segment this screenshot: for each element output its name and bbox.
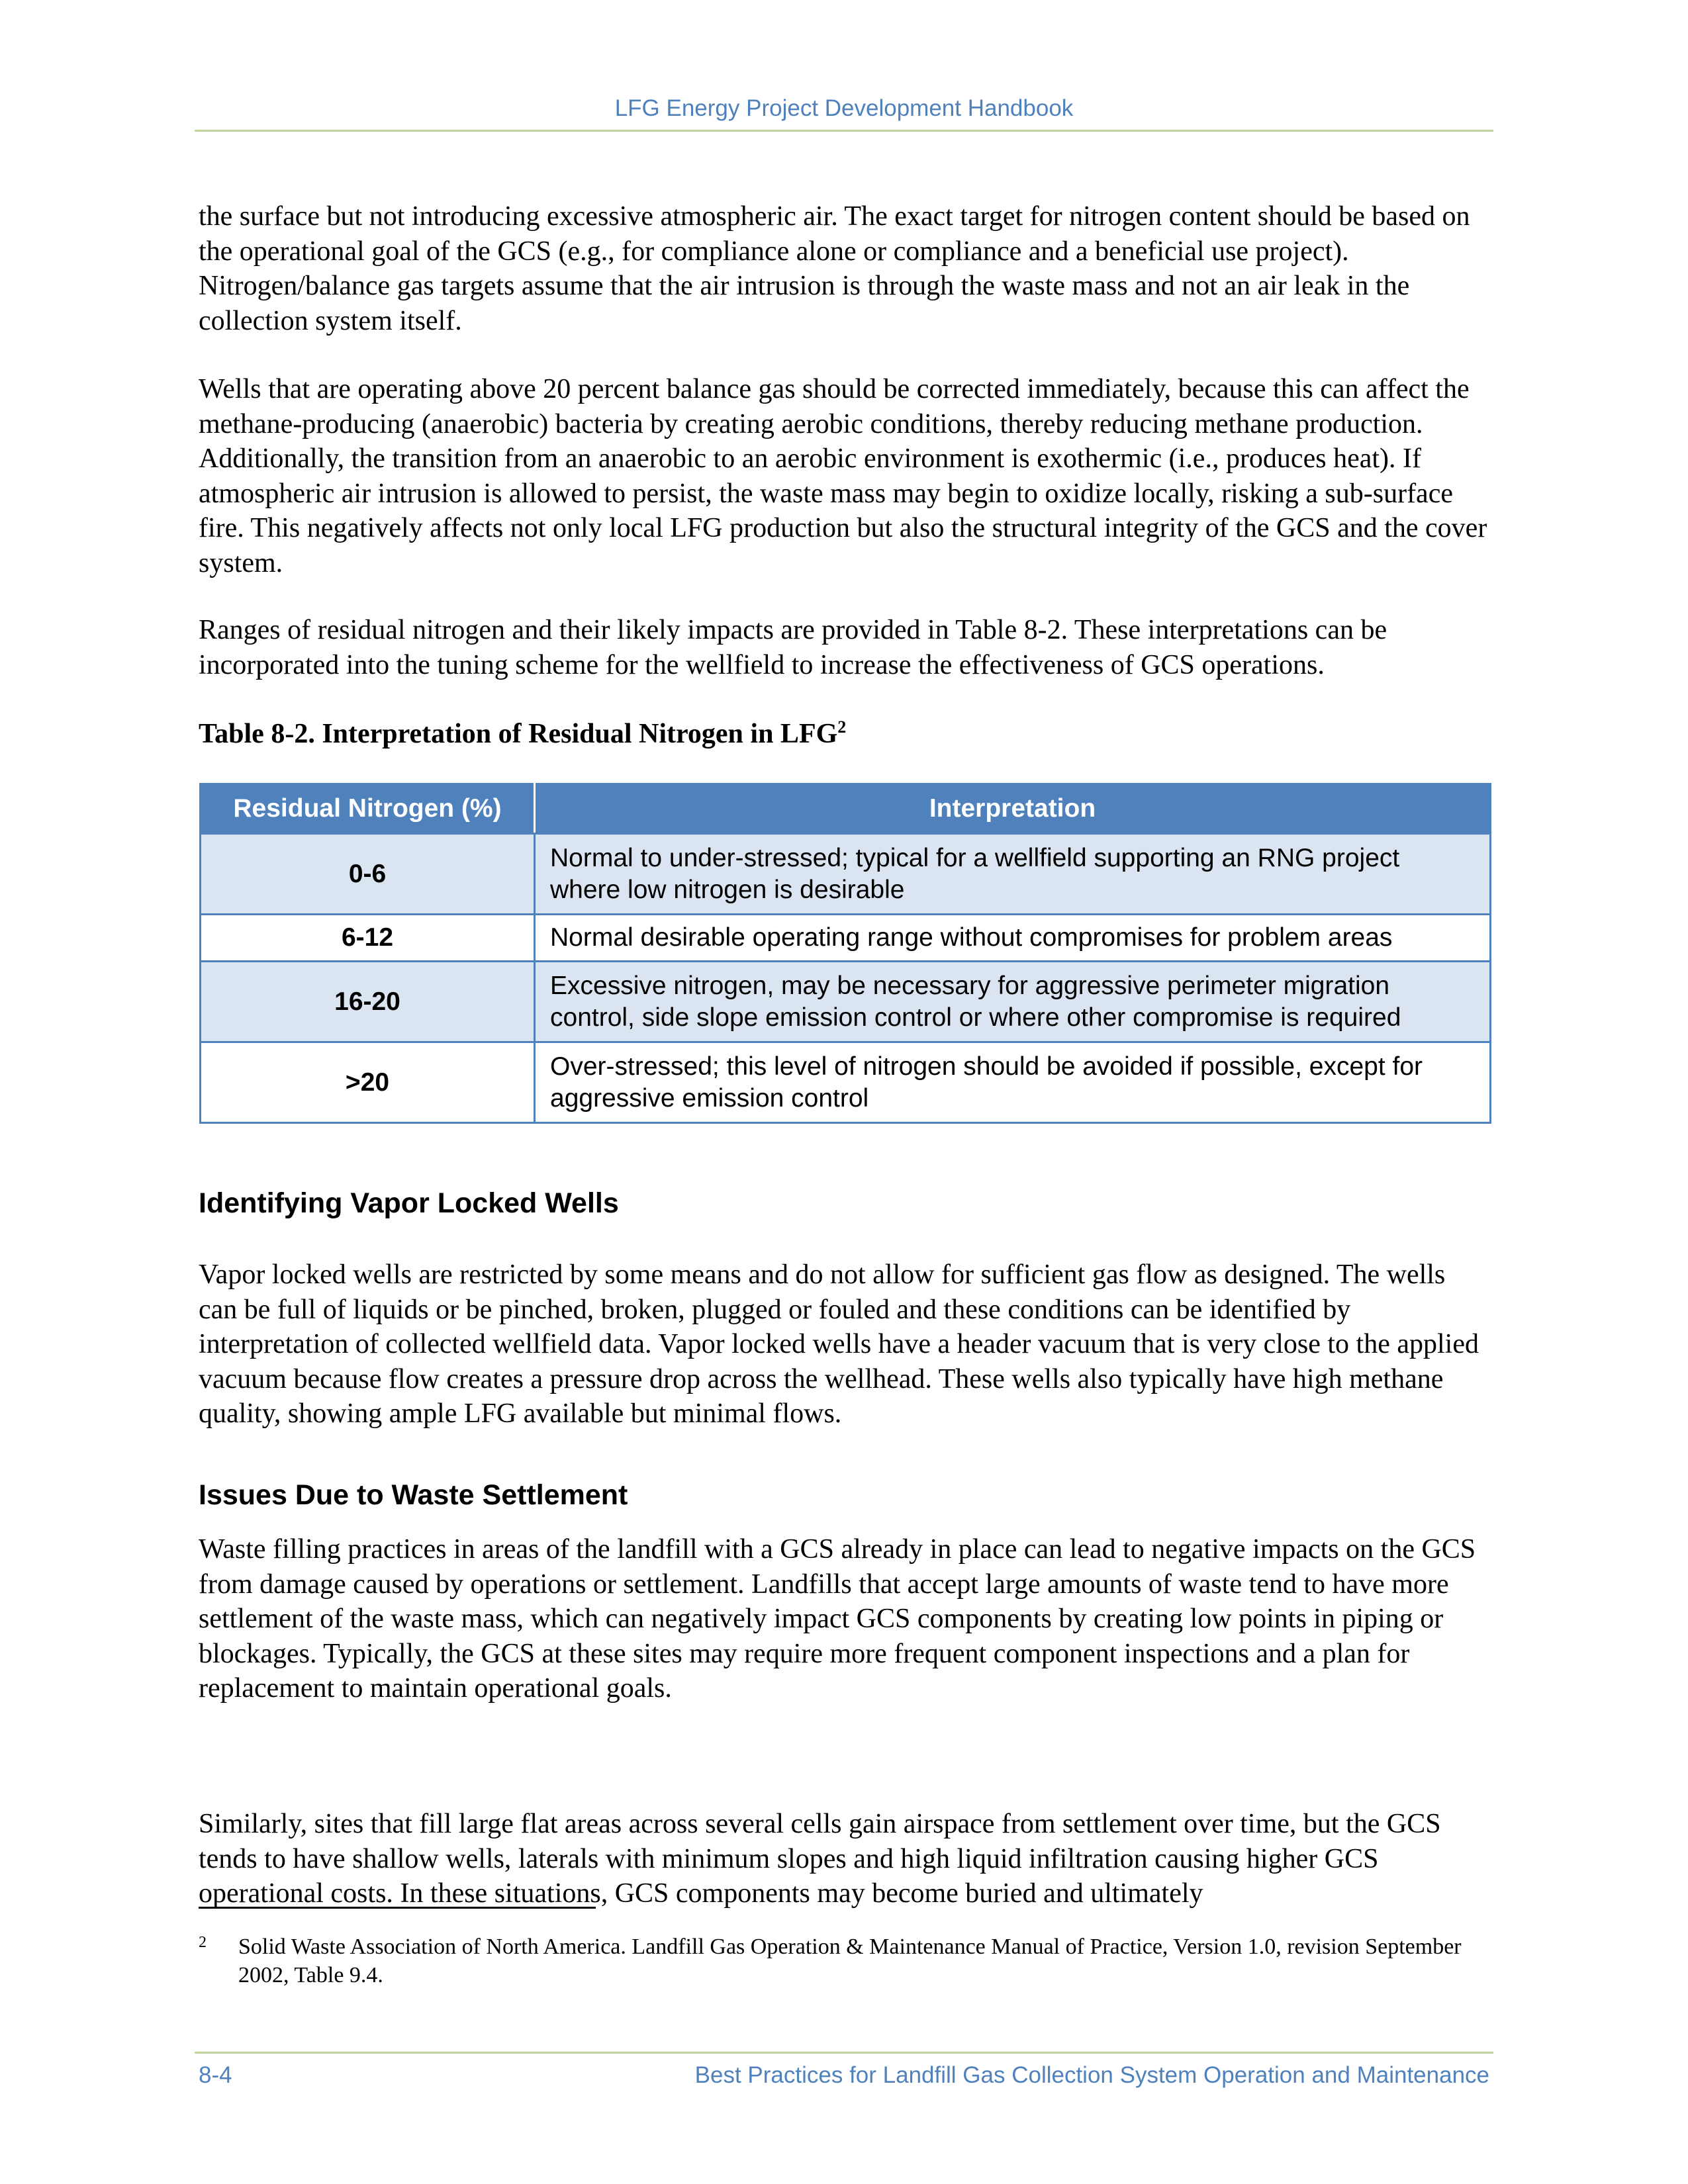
residual-nitrogen-table (199, 783, 1491, 1124)
table-caption-text: Table 8-2. Interpretation of Residual Nitrogen in LFG (199, 719, 838, 749)
table-row (201, 834, 1491, 915)
body-paragraph: Wells that are operating above 20 percent balance gas should be corrected immediately, because this can affect the methane-producing (anaerobic) bacteria by creating aerobic conditions, thereby reducing methane production. Additionally, the transition from an anaerobic to an aerobic environment is exothermic (i.e., produces heat). If atmospheric air intrusion is allowed to persist, the waste mass may begin to oxidize locally, risking a sub-surface fire. This negatively affects not only local LFG production but also the structural integrity of the GCS and the cover system. (199, 374, 1487, 578)
footnote-reference[interactable]: 2 (837, 717, 847, 737)
body-paragraph: Waste filling practices in areas of the landfill with a GCS already in place can lead to negative impacts on the GCS from damage caused by operations or settlement. Landfills that accept large amounts of waste tend to have more settlement of the waste mass, which can negatively impact GCS components by creating low points in piping or blockages. Typically, the GCS at these sites may require more frequent component inspections and a plan for replacement to maintain operational goals. (199, 1534, 1476, 1704)
body-paragraph: Vapor locked wells are restricted by some means and do not allow for sufficient gas flow as designed. The wells can be full of liquids or be pinched, broken, plugged or fouled and these conditions can be identified by interpretation of collected wellfield data. Vapor locked wells have a header vacuum that is very close to the applied vacuum because flow creates a pressure drop across the wellhead. These wells also typically have high methane quality, showing ample LFG available but minimal flows. (199, 1259, 1479, 1429)
nitrogen-range-cell: 0-6 (201, 834, 535, 915)
section-heading-vapor-locked-wells: Identifying Vapor Locked Wells (199, 1187, 619, 1219)
nitrogen-range-cell: >20 (201, 1042, 535, 1123)
interpretation-cell: Normal to under-stressed; typical for a wellfield supporting an RNG project where low nitrogen is desirable (535, 834, 1491, 915)
section-heading-waste-settlement: Issues Due to Waste Settlement (199, 1479, 628, 1511)
table-row (201, 915, 1491, 962)
nitrogen-range-cell: 6-12 (201, 915, 535, 962)
table-row (201, 1042, 1491, 1123)
page-number: 8-4 (199, 2062, 232, 2088)
interpretation-cell: Excessive nitrogen, may be necessary for aggressive perimeter migration control, side slope emission control or where other compromise is required (535, 962, 1491, 1042)
table-row (201, 962, 1491, 1042)
body-paragraph: Similarly, sites that fill large flat areas across several cells gain airspace from settlement over time, but the GCS tends to have shallow wells, laterals with minimum slopes and high liquid infiltration causing higher GCS operational costs. In these situations, GCS components may become buried and ultimately (199, 1809, 1441, 1909)
body-paragraph: Ranges of residual nitrogen and their likely impacts are provided in Table 8-2. These interpretations can be incorporated into the tuning scheme for the wellfield to increase the effectiveness of GCS operations. (199, 615, 1387, 680)
column-header-interpretation: Interpretation (535, 784, 1491, 834)
body-paragraph: the surface but not introducing excessive atmospheric air. The exact target for nitrogen content should be based on the operational goal of the GCS (e.g., for compliance alone or compliance and a beneficial use project). Nitrogen/balance gas targets assume that the air intrusion is through the waste mass and not an air leak in the collection system itself. (199, 201, 1470, 336)
table-caption (199, 717, 846, 751)
interpretation-cell: Over-stressed; this level of nitrogen should be avoided if possible, except for aggressive emission control (535, 1042, 1491, 1123)
table-header-row (201, 784, 1491, 834)
footer-rule (195, 2052, 1493, 2054)
nitrogen-range-cell: 16-20 (201, 962, 535, 1042)
column-header-residual-nitrogen: Residual Nitrogen (%) (201, 784, 535, 834)
footnote-number: 2 (199, 1934, 207, 1951)
header-rule (195, 130, 1493, 132)
footer-title: Best Practices for Landfill Gas Collection System Operation and Maintenance (694, 2062, 1489, 2088)
footnote-separator (199, 1907, 596, 1909)
footnote-text: Solid Waste Association of North America. Landfill Gas Operation & Maintenance Manual of Practice, Version 1.0, revision September 2002, Table 9.4. (238, 1934, 1462, 1987)
footnote (199, 1933, 1489, 1989)
interpretation-cell: Normal desirable operating range without compromises for problem areas (535, 915, 1491, 962)
running-header: LFG Energy Project Development Handbook (614, 95, 1074, 121)
